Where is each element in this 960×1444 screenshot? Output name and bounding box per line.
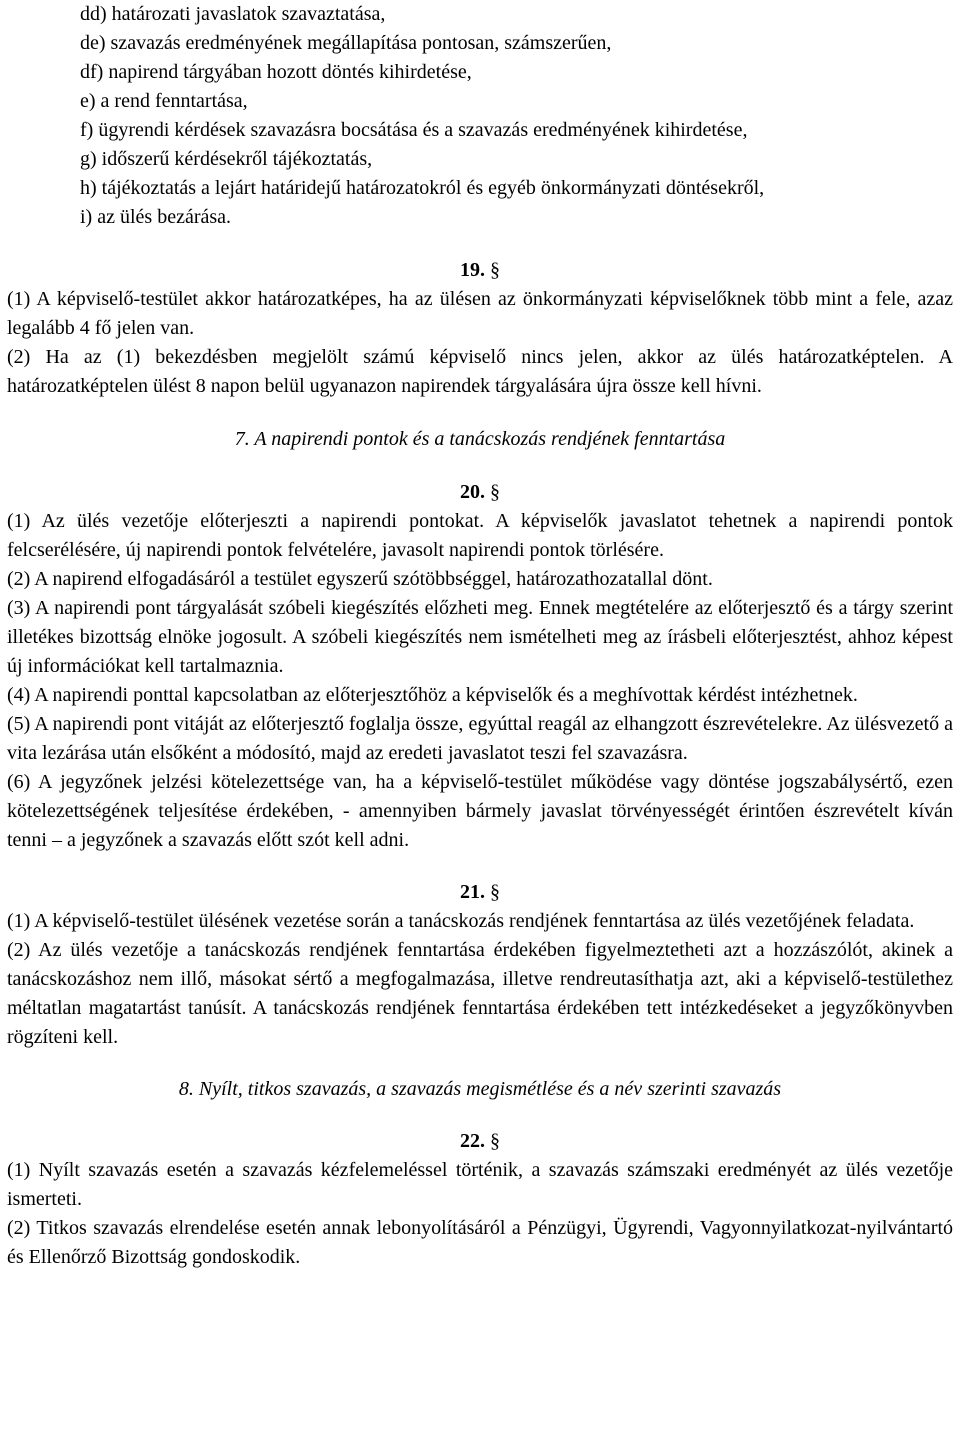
paragraph: (1) A képviselő-testület akkor határozatképes, ha az ülésen az önkormányzati képviselőknek több mint a fele, azaz legalább 4 fő jelen van.: [7, 288, 953, 339]
list-item: de) szavazás eredményének megállapítása pontosan, számszerűen,: [80, 32, 612, 54]
paragraph: (1) Nyílt szavazás esetén a szavazás kézfelemeléssel történik, a szavazás számszaki eredményét az ülés vezetője ismerteti.: [7, 1159, 953, 1210]
paragraph: (1) Az ülés vezetője előterjeszti a napirendi pontokat. A képviselők javaslatot tehetnek a napirendi pontok felcserélésére, új napirendi pontok felvételére, javasolt napirendi pontok törlésére.: [7, 510, 953, 561]
paragraph: (3) A napirendi pont tárgyalását szóbeli kiegészítés előzheti meg. Ennek megtételére az előterjesztő és a tárgy szerint illetékes bizottság elnöke jogosult. A szóbeli kiegészítés nem ismételheti meg az írásbeli előterjesztést, ahhoz képest új információkat kell tartalmaznia.: [7, 597, 953, 677]
paragraph: (2) Ha az (1) bekezdésben megjelölt számú képviselő nincs jelen, akkor az ülés határozatképtelen. A határozatképtelen ülést 8 napon belül ugyanazon napirendek tárgyalására újra össze kell hívni.: [7, 346, 953, 397]
list-item: g) időszerű kérdésekről tájékoztatás,: [80, 148, 373, 170]
section-number: 19.: [460, 259, 485, 281]
section-symbol: §: [490, 259, 500, 281]
section-number: 20.: [460, 481, 485, 503]
section-heading-22: [7, 1127, 953, 1156]
section-symbol: §: [490, 881, 500, 903]
chapter-heading-8: 8. Nyílt, titkos szavazás, a szavazás megismétlése és a név szerinti szavazás: [178, 1078, 782, 1100]
paragraph: (5) A napirendi pont vitáját az előterjesztő foglalja össze, egyúttal reagál az elhangzott észrevételekre. Az ülésvezető a vita lezárása után elsőként a módosító, majd az eredeti javaslatot teszi fel szavazásra.: [7, 713, 953, 764]
list-item: df) napirend tárgyában hozott döntés kihirdetése,: [80, 61, 472, 83]
list-item: i) az ülés bezárása.: [80, 206, 232, 228]
section-heading-21: [7, 878, 953, 907]
list-item: h) tájékoztatás a lejárt határidejű határozatokról és egyéb önkormányzati döntésekről,: [80, 177, 765, 199]
section-heading-19: [7, 256, 953, 285]
list-item: e) a rend fenntartása,: [80, 90, 248, 112]
section-number: 22.: [460, 1130, 485, 1152]
paragraph: (1) A képviselő-testület ülésének vezetése során a tanácskozás rendjének fenntartása az ülés vezetőjének feladata.: [7, 910, 915, 932]
section-symbol: §: [490, 481, 500, 503]
chapter-heading-7: 7. A napirendi pontok és a tanácskozás rendjének fenntartása: [234, 428, 726, 450]
list-item: dd) határozati javaslatok szavaztatása,: [80, 3, 386, 25]
agenda-subpoint-list: [7, 0, 953, 232]
paragraph: (4) A napirendi ponttal kapcsolatban az előterjesztőhöz a képviselők és a meghívottak kérdést intézhetnek.: [7, 684, 858, 706]
paragraph: (6) A jegyzőnek jelzési kötelezettsége van, ha a képviselő-testület működése vagy döntése jogszabálysértő, ezen kötelezettségének teljesítése érdekében, - amennyiben bármely javaslat törvényességét érintően észrevételt kíván tenni – a jegyzőnek a szavazás előtt szót kell adni.: [7, 771, 953, 851]
paragraph: (2) Az ülés vezetője a tanácskozás rendjének fenntartása érdekében figyelmeztetheti azt a hozzászólót, akinek a tanácskozáshoz nem illő, másokat sértő a megfogalmazása, illetve rendreutasíthatja azt, aki a képviselő-testülethez méltatlan magatartást tanúsít. A tanácskozás rendjének fenntartása érdekében tett intézkedéseket a jegyzőkönyvben rögzíteni kell.: [7, 939, 953, 1048]
section-heading-20: [7, 478, 953, 507]
paragraph: (2) A napirend elfogadásáról a testület egyszerű szótöbbséggel, határozathozatallal dönt.: [7, 568, 713, 590]
list-item: f) ügyrendi kérdések szavazásra bocsátása és a szavazás eredményének kihirdetése,: [80, 119, 748, 141]
section-symbol: §: [490, 1130, 500, 1152]
paragraph: (2) Titkos szavazás elrendelése esetén annak lebonyolításáról a Pénzügyi, Ügyrendi, Vagyonnyilatkozat-nyilvántartó és Ellenőrző Bizottság gondoskodik.: [7, 1217, 953, 1268]
section-number: 21.: [460, 881, 485, 903]
